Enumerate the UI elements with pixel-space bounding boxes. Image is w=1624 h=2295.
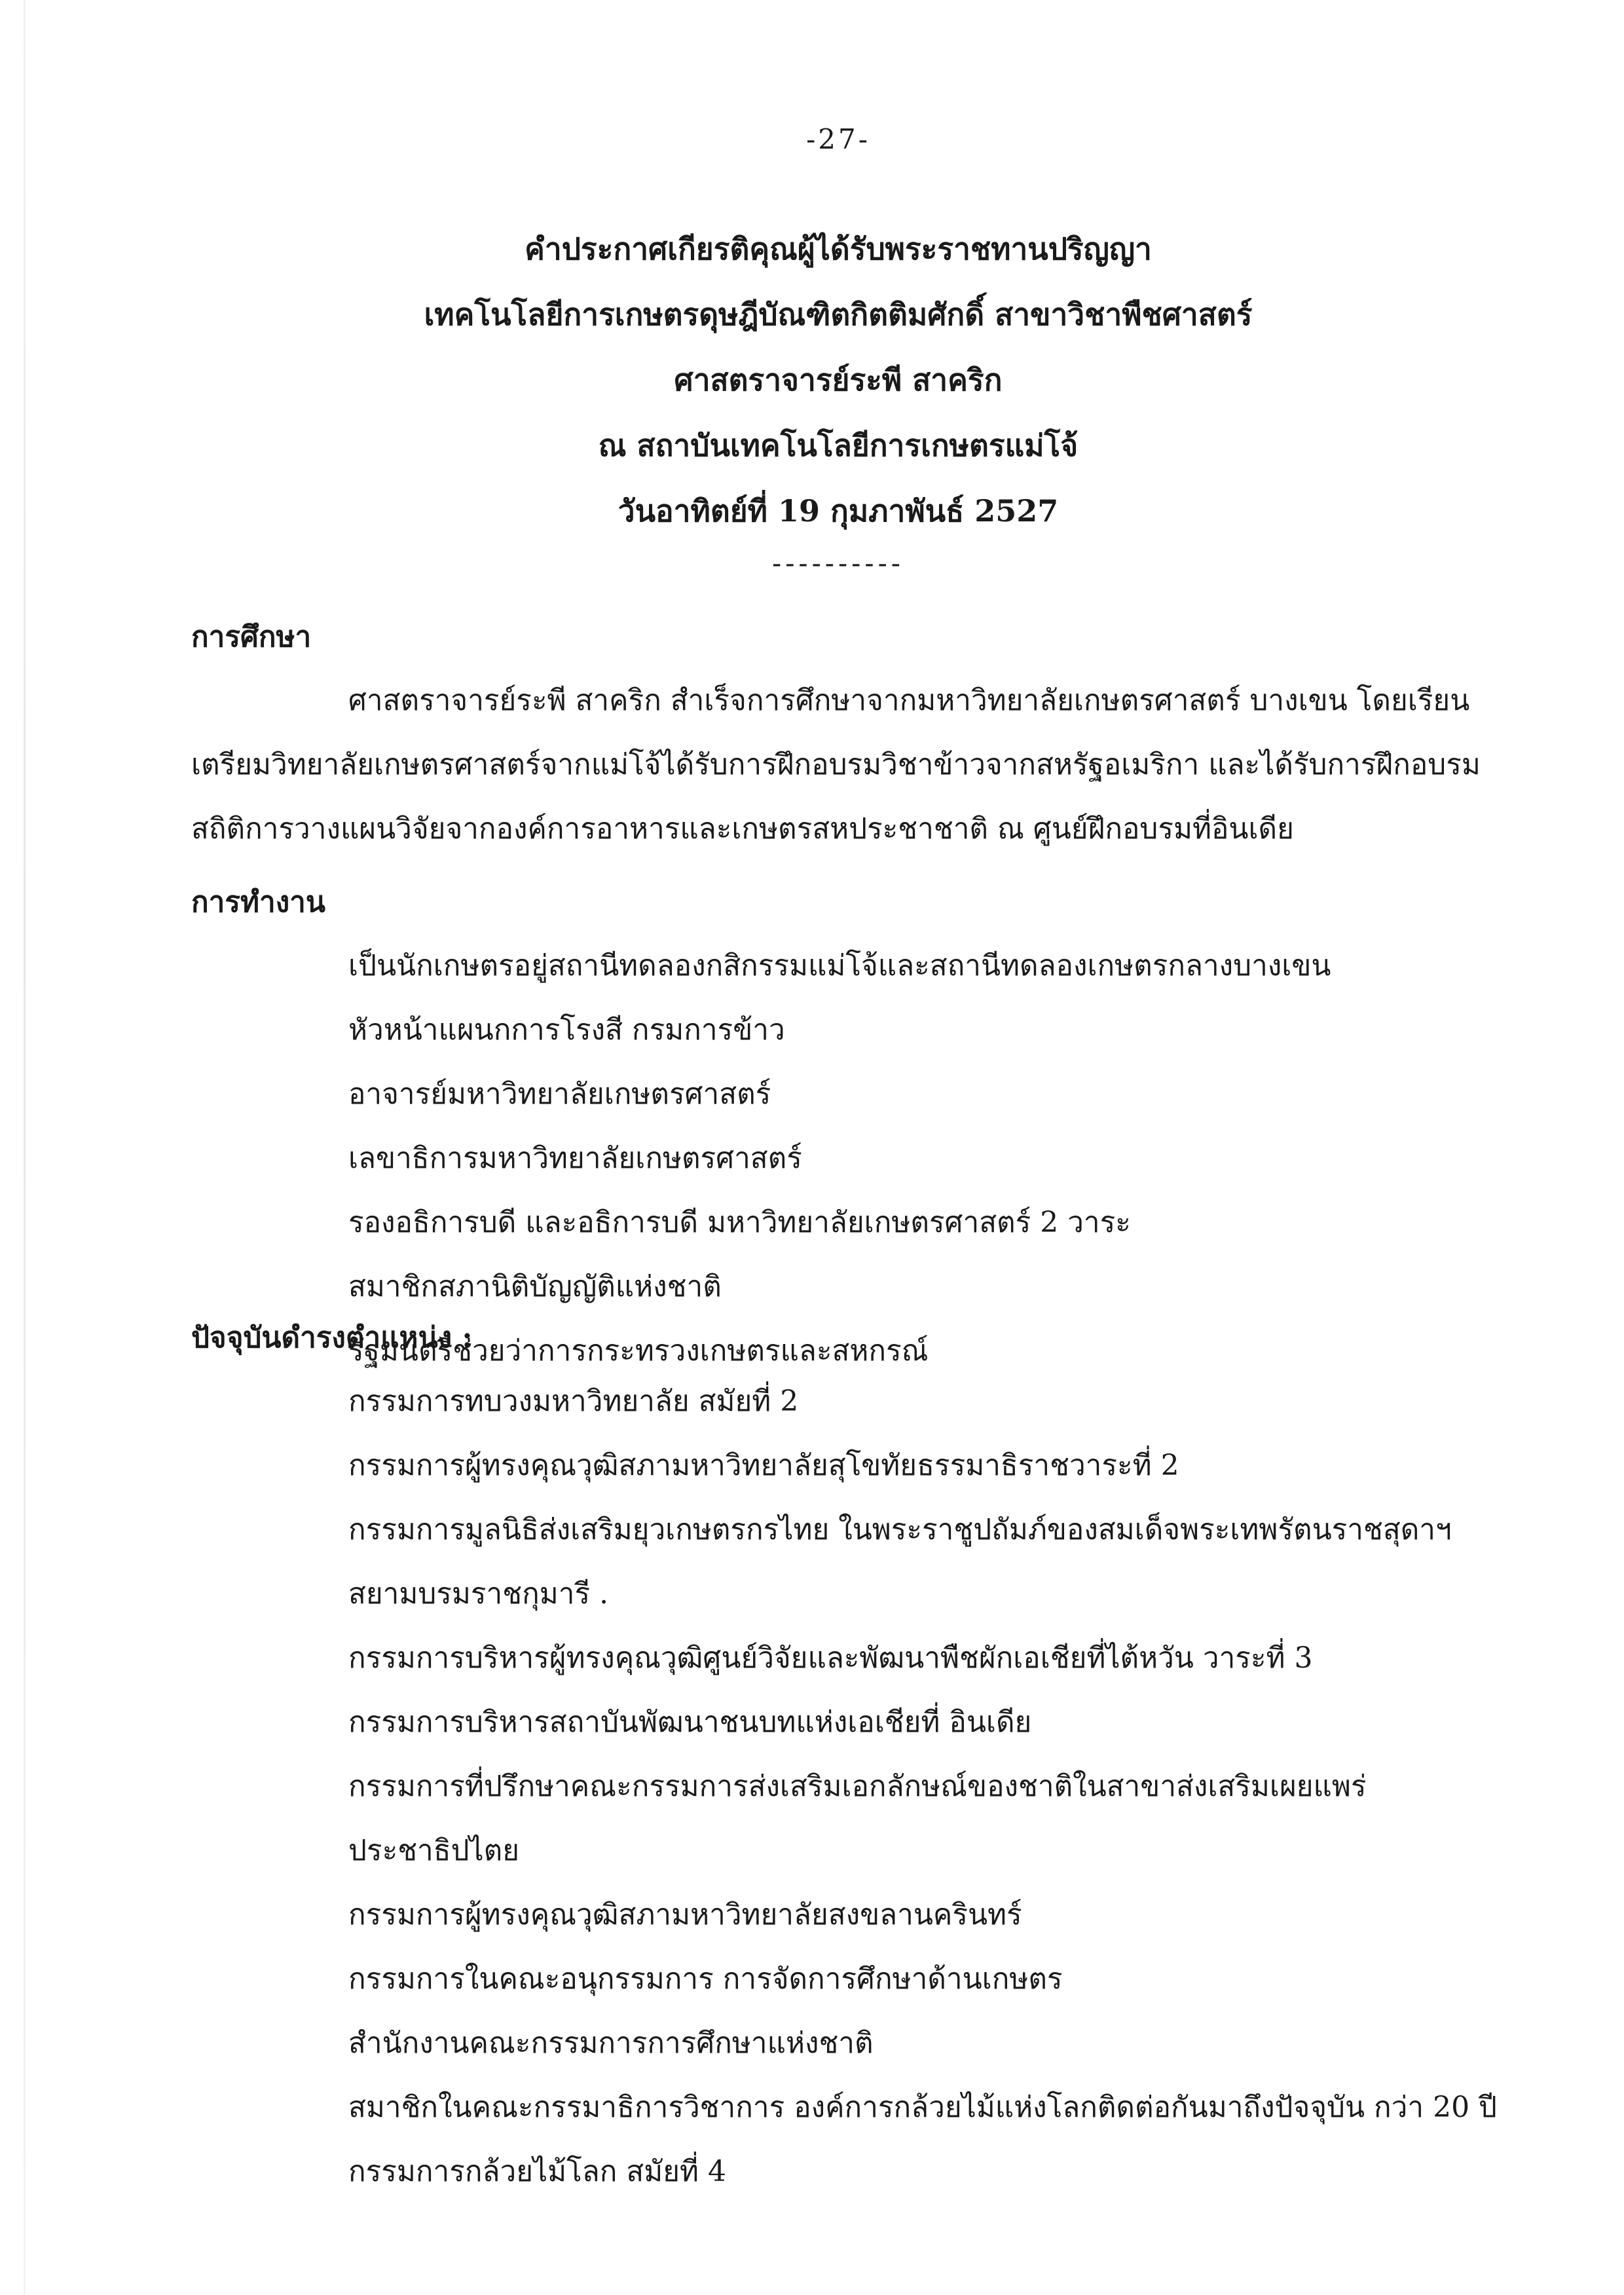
title-line: เทคโนโลยีการเกษตรดุษฎีบัณฑิตกิตติมศักดิ์ สาขาวิชาพืชศาสตร์ <box>424 297 1253 332</box>
work-item: หัวหน้าแผนกการโรงสี กรมการข้าว <box>348 1013 785 1047</box>
education-line: เตรียมวิทยาลัยเกษตรศาสตร์จากแม่โจ้ได้รับการฝึกอบรมวิชาข้าวจากสหรัฐอเมริกา และได้รับการฝึกอบรม <box>191 748 1481 781</box>
current-positions-section <box>191 1307 1497 2204</box>
title-line: ณ สถาบันเทคโนโลยีการเกษตรแม่โจ้ <box>598 428 1079 463</box>
work-heading: การทำงาน <box>191 886 325 919</box>
position-item: สยามบรมราชกุมารี . <box>348 1577 609 1611</box>
position-item: กรรมการบริหารผู้ทรงคุณวุฒิศูนย์วิจัยและพัฒนาพืชผักเอเชียที่ไต้หวัน วาระที่ 3 <box>348 1641 1313 1675</box>
page-number: -27- <box>806 123 870 155</box>
title-line: วันอาทิตย์ที่ 19 กุมภาพันธ์ 2527 <box>618 493 1059 529</box>
current-positions-heading: ปัจจุบันดำรงตำแหน่ง : <box>191 1321 473 1354</box>
position-item: ประชาธิปไตย <box>348 1834 520 1867</box>
work-item: รัฐมนตรีช่วยว่าการกระทรวงเกษตรและสหกรณ์ <box>348 1334 929 1368</box>
position-item: กรรมการบริหารสถาบันพัฒนาชนบทแห่งเอเชียที่ อินเดีย <box>348 1706 1032 1739</box>
position-item: กรรมการผู้ทรงคุณวุฒิสภามหาวิทยาลัยสงขลานครินทร์ <box>348 1898 1022 1931</box>
work-item: เป็นนักเกษตรอยู่สถานีทดลองกสิกรรมแม่โจ้และสถานีทดลองเกษตรกลางบางเขน <box>348 949 1331 982</box>
title-block <box>0 216 1624 583</box>
title-line: คำประกาศเกียรติคุณผู้ได้รับพระราชทานปริญญา <box>525 231 1152 267</box>
position-item: กรรมการกล้วยไม้โลก สมัยที่ 4 <box>348 2155 726 2188</box>
education-line: ศาสตราจารย์ระพี สาคริก สำเร็จการศึกษาจากมหาวิทยาลัยเกษตรศาสตร์ บางเขน โดยเรียน <box>348 684 1470 717</box>
position-item: กรรมการที่ปรึกษาคณะกรรมการส่งเสริมเอกลักษณ์ของชาติในสาขาส่งเสริมเผยแพร่ <box>348 1770 1367 1803</box>
work-item: รองอธิการบดี และอธิการบดี มหาวิทยาลัยเกษตรศาสตร์ 2 วาระ <box>348 1206 1131 1239</box>
position-item: สมาชิกในคณะกรรมาธิการวิชาการ องค์การกล้วยไม้แห่งโลกติดต่อกันมาถึงปัจจุบัน กว่า 20 ปี <box>348 2091 1497 2124</box>
work-item: สมาชิกสภานิติบัญญัติแห่งชาติ <box>348 1270 722 1303</box>
work-item: อาจารย์มหาวิทยาลัยเกษตรศาสตร์ <box>348 1077 771 1111</box>
education-section <box>191 606 1488 861</box>
title-rule: ---------- <box>772 547 904 579</box>
position-item: สำนักงานคณะกรรมการการศึกษาแห่งชาติ <box>348 2026 874 2060</box>
position-item: กรรมการทบวงมหาวิทยาลัย สมัยที่ 2 <box>348 1385 799 1418</box>
position-item: กรรมการในคณะอนุกรรมการ การจัดการศึกษาด้านเกษตร <box>348 1962 1063 1996</box>
education-heading: การศึกษา <box>191 620 312 654</box>
work-item: เลขาธิการมหาวิทยาลัยเกษตรศาสตร์ <box>348 1142 802 1175</box>
education-line: สถิติการวางแผนวิจัยจากองค์การอาหารและเกษตรสหประชาชาติ ณ ศูนย์ฝึกอบรมที่อินเดีย <box>191 812 1294 846</box>
position-item: กรรมการมูลนิธิส่งเสริมยุวเกษตรกรไทย ในพระราชูปถัมภ์ของสมเด็จพระเทพรัตนราชสุดาฯ <box>348 1513 1452 1546</box>
title-line: ศาสตราจารย์ระพี สาคริก <box>674 362 1003 398</box>
position-item: กรรมการผู้ทรงคุณวุฒิสภามหาวิทยาลัยสุโขทัยธรรมาธิราชวาระที่ 2 <box>348 1449 1179 1482</box>
